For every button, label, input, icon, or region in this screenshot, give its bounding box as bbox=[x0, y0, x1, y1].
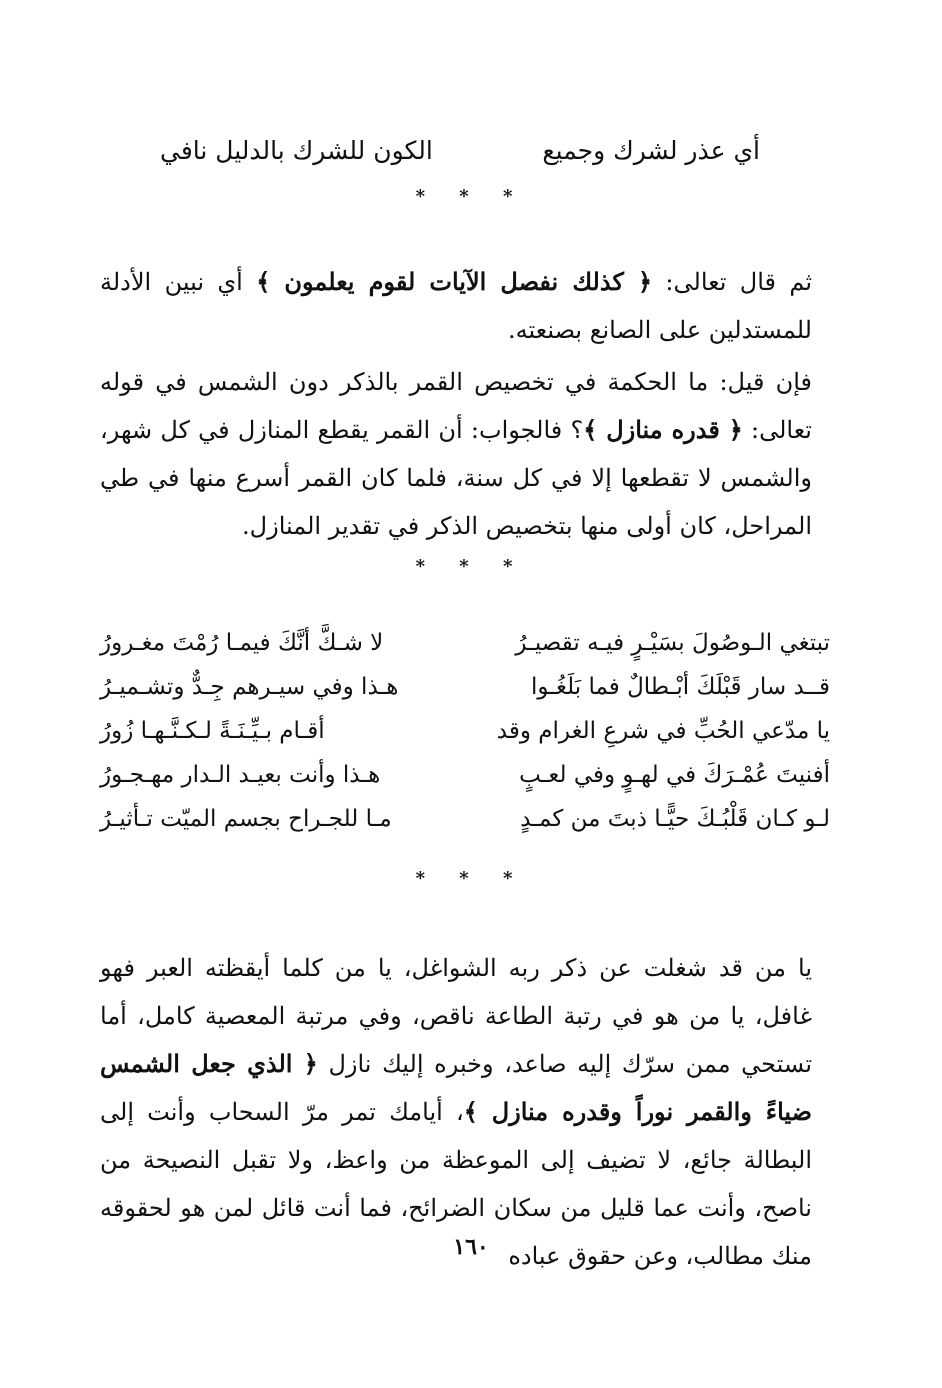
poem-verse bbox=[100, 762, 830, 806]
poem-verse bbox=[100, 674, 830, 718]
page-number: ١٦٠ bbox=[453, 1234, 489, 1260]
opening-verse bbox=[160, 136, 760, 176]
paragraph-text bbox=[100, 258, 812, 354]
poem-verse bbox=[100, 630, 830, 674]
paragraph-text-part: ثم قال تعالى: bbox=[652, 268, 812, 296]
paragraph-text bbox=[100, 358, 812, 550]
paragraph-text-part: أي نبين الأدلة للمستدلين على الصانع بصنعته. bbox=[100, 268, 812, 344]
poem-second-hemistich: أقـام بـيِّـنَـةً لـكـنَّـهـا زُورُ bbox=[100, 718, 325, 744]
section-separator: * * * bbox=[415, 868, 527, 889]
poem-first-hemistich: يا مدّعي الحُبِّ في شرعِ الغرام وقد bbox=[496, 718, 830, 744]
poem-first-hemistich: قــد سار قَبْلَكَ أبْـطالٌ فما بَلَغُـوا bbox=[531, 674, 830, 700]
quran-quote: ﴿ الذي جعل الشمس ضياءً والقمر نوراً وقدره منازل ﴾ bbox=[100, 1049, 812, 1126]
poem-second-hemistich: مـا للجـراح بجسم الميّت تـأثيـرُ bbox=[100, 806, 392, 832]
section-separator: * * * bbox=[415, 556, 527, 577]
poem-first-hemistich: تبتغي الـوصُولَ بسَيْـرٍ فيـه تقصيـرُ bbox=[515, 630, 830, 656]
verse-first-hemistich: أي عذر لشرك وجميع bbox=[542, 136, 760, 165]
paragraph-commentary bbox=[100, 258, 812, 354]
poem bbox=[100, 630, 830, 850]
section-separator: * * * bbox=[415, 186, 527, 207]
paragraph-exhortation bbox=[100, 944, 812, 1280]
paragraph-question-answer bbox=[100, 358, 812, 550]
quran-quote: ﴿ كذلك نفصل الآيات لقوم يعلمون ﴾ bbox=[256, 267, 653, 296]
poem-verse bbox=[100, 718, 830, 762]
poem-second-hemistich: لا شـكَّ أنَّكَ فيمـا رُمْتَ مغـرورُ bbox=[100, 630, 384, 656]
quran-quote: ﴿ قدره منازل ﴾ bbox=[583, 415, 743, 444]
poem-second-hemistich: هـذا وأنت بعيـد الـدار مهـجـورُ bbox=[100, 762, 381, 788]
poem-first-hemistich: أفنيتَ عُمْـرَكَ في لهـوٍ وفي لعـبٍ bbox=[519, 762, 830, 788]
paragraph-text-part: فإن قيل: ما الحكمة في تخصيص القمر بالذكر دون الشمس في قوله تعالى: bbox=[100, 368, 812, 444]
paragraph-text-part: ؟ فالجواب: أن القمر يقطع المنازل في كل شهر، والشمس لا تقطعها إلا في كل سنة، فلما كان القمر أسرع منها في طي المراحل، كان أولى منها بتخصيص الذكر في تقدير المنازل. bbox=[100, 416, 812, 540]
poem-first-hemistich: لـو كـان قَلْبُـكَ حيًّـا ذبتَ من كمـدٍ bbox=[520, 806, 830, 832]
paragraph-text-part: يا من قد شغلت عن ذكر ربه الشواغل، يا من كلما أيقظته العبر فهو غافل، يا من هو في رتبة الطاعة ناقص، وفي مرتبة المعصية كامل، أما تستحي ممن سرّك إليه صاعد، وخبره إليك نازل bbox=[100, 954, 812, 1078]
verse-second-hemistich: الكون للشرك بالدليل نافي bbox=[160, 136, 433, 165]
poem-second-hemistich: هـذا وفي سيـرهم جِـدٌّ وتشـميـرُ bbox=[100, 674, 399, 700]
paragraph-text-part: ، أيامك تمر مرّ السحاب وأنت إلى البطالة جائع، لا تضيف إلى الموعظة من واعظ، ولا تقبل النصيحة من ناصح، وأنت عما قليل من سكان الضرائح، فما أنت قائل لمن هو لحقوقه منك مطالب، وعن حقوق عباده bbox=[100, 1098, 812, 1270]
poem-verse bbox=[100, 806, 830, 850]
paragraph-text bbox=[100, 944, 812, 1280]
